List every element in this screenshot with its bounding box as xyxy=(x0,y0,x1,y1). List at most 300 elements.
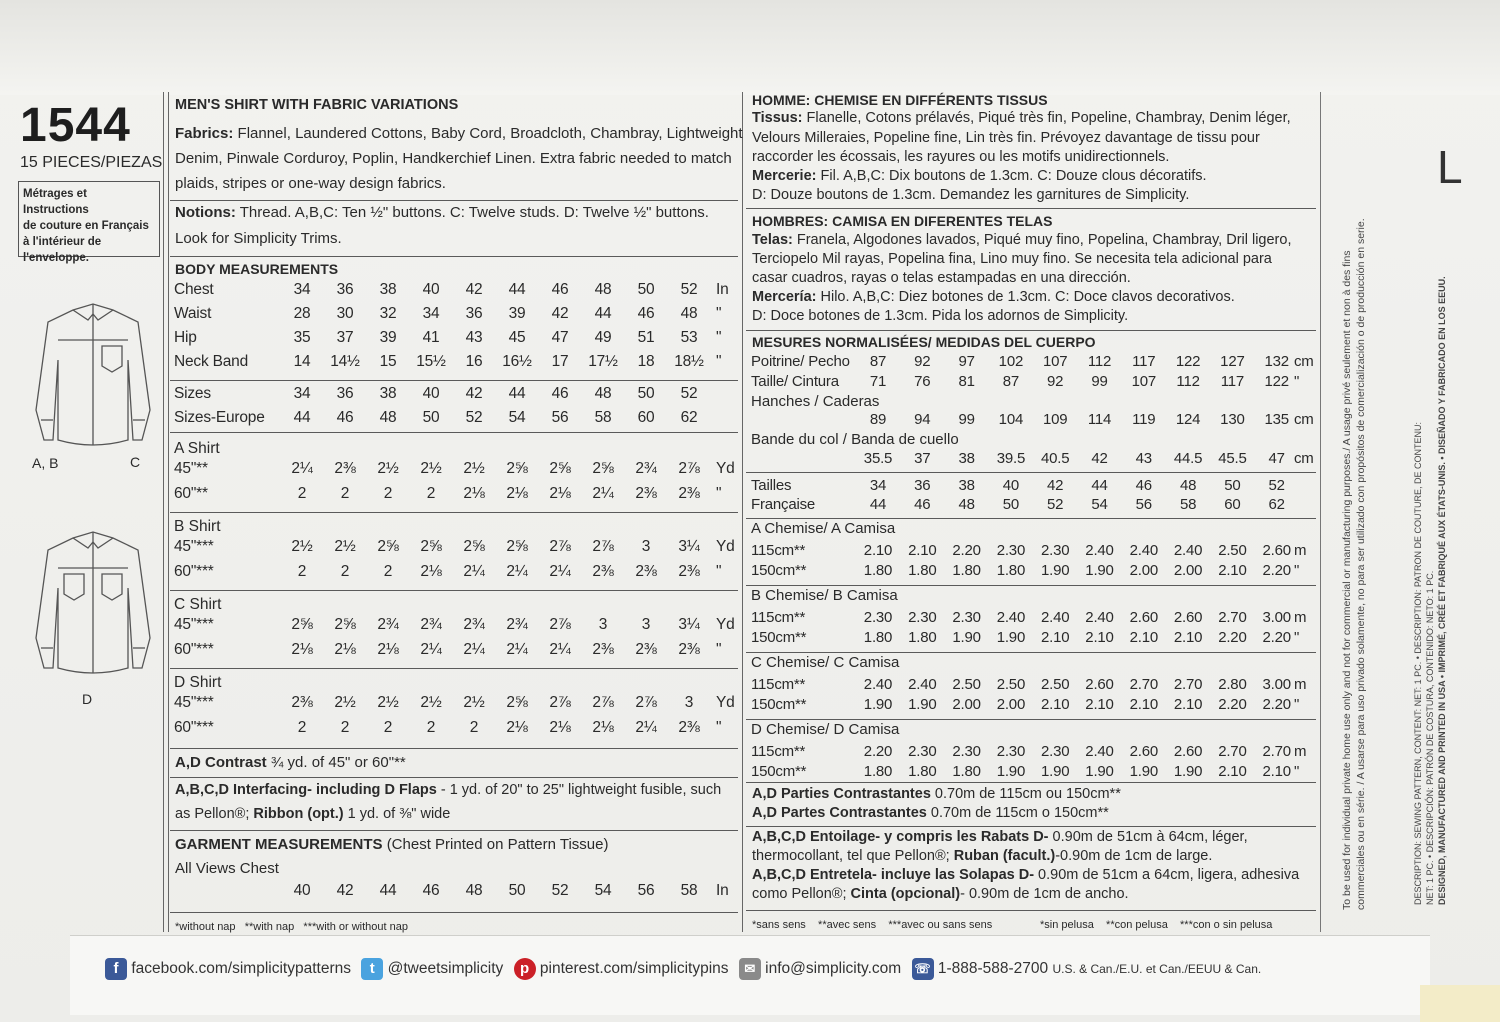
row-value: 48 xyxy=(1179,477,1197,494)
row-value: 39 xyxy=(508,305,526,322)
row-unit: cm xyxy=(1294,411,1314,428)
row-value: 2¾ xyxy=(635,460,657,477)
telas-line-2: Terciopelo Mil rayas, Popelina fina, Lino muy fino. Se necesita tela adicional para xyxy=(752,251,1272,267)
divider xyxy=(746,910,1316,911)
row-value: 2.70 xyxy=(1218,609,1247,626)
footnote-english: *without nap **with nap ***with or without nap xyxy=(175,921,408,933)
row-value: 3 xyxy=(641,616,651,633)
entretela-text: 0.90m de 51cm a 64cm, ligera, adhesiva xyxy=(1034,867,1300,883)
row-value: 2.10 xyxy=(1129,629,1158,646)
row-value: 35 xyxy=(293,329,311,346)
pieces-count: 15 PIECES/PIEZAS xyxy=(20,154,163,171)
divider xyxy=(746,208,1316,209)
row-value: 2.40 xyxy=(996,609,1026,626)
row-value: 2.40 xyxy=(908,676,937,693)
row-value: 40 xyxy=(422,281,440,298)
row-unit: m xyxy=(1294,542,1307,559)
notions-line-1 xyxy=(175,204,709,221)
view-title: C Chemise/ C Camisa xyxy=(751,654,900,671)
row-value: 132 xyxy=(1264,353,1289,370)
row-value: 2½ xyxy=(463,460,485,477)
row-label: 60"** xyxy=(174,485,208,502)
row-value: 56 xyxy=(551,409,569,426)
row-value: 2.10 xyxy=(1129,696,1158,713)
row-unit: " xyxy=(716,329,722,346)
row-value: 2.40 xyxy=(1173,542,1203,559)
row-value: 54 xyxy=(508,409,526,426)
row-value: 2 xyxy=(426,485,436,502)
row-value: 1.80 xyxy=(863,562,893,579)
divider xyxy=(163,92,164,932)
row-value: 99 xyxy=(1091,373,1108,390)
row-value: 2.40 xyxy=(863,676,893,693)
row-value: 2 xyxy=(469,719,479,736)
row-value: 46 xyxy=(1135,477,1152,494)
row-value: 92 xyxy=(1047,373,1064,390)
divider xyxy=(742,92,743,932)
parties-text-es: 0.70m de 115cm o 150cm** xyxy=(926,805,1109,821)
notions-text: Thread. A,B,C: Ten ½" buttons. C: Twelve studs. D: Twelve ½" buttons. xyxy=(239,204,709,221)
row-value: 2.20 xyxy=(1218,696,1247,713)
row-value: 18½ xyxy=(674,353,704,370)
row-value: 117 xyxy=(1132,353,1156,370)
row-label: 115cm** xyxy=(751,743,806,760)
row-value: 38 xyxy=(379,385,397,402)
row-value: 1.90 xyxy=(1040,763,1070,780)
row-label: 150cm** xyxy=(751,763,807,780)
row-value: 48 xyxy=(594,281,612,298)
parties-text-fr: 0.70m de 115cm ou 150cm** xyxy=(930,786,1121,802)
row-value: 2.60 xyxy=(1085,676,1114,693)
row-value: 42 xyxy=(1091,450,1108,467)
row-value: 52 xyxy=(465,409,483,426)
row-value: 3.00 xyxy=(1262,676,1291,693)
twitter-link[interactable]: @tweetsimplicity xyxy=(387,960,504,978)
row-value: 2⅝ xyxy=(463,538,485,555)
body-measurements-heading: BODY MEASUREMENTS xyxy=(175,261,339,277)
facebook-link[interactable]: facebook.com/simplicitypatterns xyxy=(131,960,351,978)
row-unit: cm xyxy=(1294,353,1314,370)
row-value: 39 xyxy=(379,329,397,346)
row-value: 2⅝ xyxy=(549,460,571,477)
pinterest-link[interactable]: pinterest.com/simplicitypins xyxy=(539,960,729,978)
row-value: 28 xyxy=(293,305,311,322)
row-value: 37 xyxy=(336,329,354,346)
row-unit: " xyxy=(1294,373,1300,390)
phone-region: U.S. & Can./E.U. et Can./EEUU & Can. xyxy=(1052,962,1262,977)
row-value: 46 xyxy=(422,882,440,899)
row-value: 58 xyxy=(594,409,612,426)
divider xyxy=(170,668,738,669)
row-value: 2⅜ xyxy=(334,460,356,477)
entoilage-text: 0.90m de 51cm à 64cm, léger, xyxy=(1048,829,1248,845)
row-value: 52 xyxy=(551,882,569,899)
row-value: 2 xyxy=(340,485,350,502)
row-value: 2½ xyxy=(334,538,356,555)
row-value: 2.00 xyxy=(1173,562,1203,579)
row-unit: m xyxy=(1294,743,1307,760)
row-value: 2.50 xyxy=(1218,542,1247,559)
mesures-heading: MESURES NORMALISÉES/ MEDIDAS DEL CUERPO xyxy=(752,334,1096,350)
french-instructions-box xyxy=(18,181,160,264)
entretela-line-2 xyxy=(752,886,1129,902)
facebook-icon: f xyxy=(105,958,127,980)
row-unit: " xyxy=(716,719,722,736)
row-unit: " xyxy=(716,305,722,322)
row-value: 112 xyxy=(1087,353,1112,370)
ribbon-label: Ribbon (opt.) xyxy=(253,806,344,822)
row-value: 2.60 xyxy=(1173,743,1203,760)
fabrics-line-3: plaids, stripes or one-way design fabrics. xyxy=(175,175,446,192)
row-value: 62 xyxy=(680,409,698,426)
row-value: 2.00 xyxy=(1129,562,1158,579)
fabrics-label: Fabrics: xyxy=(175,125,234,142)
row-value: 122 xyxy=(1264,373,1289,390)
view-title: B Shirt xyxy=(174,518,221,535)
row-value: 42 xyxy=(465,385,483,402)
row-value: 2⅞ xyxy=(549,694,571,711)
row-value: 2 xyxy=(340,719,350,736)
row-value: 2.70 xyxy=(1218,743,1247,760)
row-value: 127 xyxy=(1220,353,1245,370)
row-value: 1.90 xyxy=(1040,562,1070,579)
row-label: 45"*** xyxy=(174,538,214,555)
row-value: 40 xyxy=(1002,477,1020,494)
row-value: 2¾ xyxy=(463,616,485,633)
row-value: 2.20 xyxy=(1262,696,1291,713)
row-value: 2.30 xyxy=(908,743,937,760)
row-value: 32 xyxy=(379,305,397,322)
ruban-label: Ruban (facult.) xyxy=(953,848,1056,864)
row-value: 2.10 xyxy=(1085,629,1114,646)
garment-subtitle: (Chest Printed on Pattern Tissue) xyxy=(386,836,609,853)
row-value: 60 xyxy=(1224,496,1241,513)
row-unit: " xyxy=(716,485,722,502)
row-value: 87 xyxy=(869,353,887,370)
contrast-line xyxy=(175,754,406,771)
row-value: 2⅞ xyxy=(678,460,700,477)
divider xyxy=(170,256,738,257)
mercerie-label: Mercerie: xyxy=(752,168,817,184)
row-value: 42 xyxy=(336,882,354,899)
french-note-line: à l'intérieur de xyxy=(23,236,102,248)
row-value: 2⅛ xyxy=(334,641,356,658)
row-value: 2.60 xyxy=(1129,743,1158,760)
side-description-text xyxy=(1412,276,1448,905)
view-label-d: D xyxy=(82,691,93,707)
row-value: 87 xyxy=(1002,373,1020,390)
row-value: 2⅜ xyxy=(678,719,700,736)
row-value: 2 xyxy=(383,485,393,502)
row-value: 2.60 xyxy=(1262,542,1291,559)
notions-label: Notions: xyxy=(175,204,236,221)
row-unit: Yd xyxy=(716,460,735,477)
title-english: MEN'S SHIRT WITH FABRIC VARIATIONS xyxy=(175,97,459,113)
email-link[interactable]: info@simplicity.com xyxy=(765,960,902,978)
divider xyxy=(170,380,738,381)
entoilage-pellon: thermocollant, tel que Pellon®; xyxy=(752,848,950,864)
cinta-text: - 0.90m de 1cm de ancho. xyxy=(960,886,1129,902)
description-line: DESIGNED, MANUFACTURED AND PRINTED IN USA • IMPRIMÉ, CRÉÉ ET FABRIQUÉ AUX ÉTATS-UNIS. • DISEÑADO Y FABRICADO EN LOS EEUU. xyxy=(1437,276,1447,905)
row-value: 43 xyxy=(465,329,483,346)
row-value: 2¼ xyxy=(635,719,657,736)
view-title: C Shirt xyxy=(174,596,222,613)
divider xyxy=(170,590,738,591)
row-value: 41 xyxy=(422,329,440,346)
title-french: HOMME: CHEMISE EN DIFFÉRENTS TISSUS xyxy=(752,92,1048,108)
pinterest-icon: p xyxy=(514,958,536,980)
row-value: 1.80 xyxy=(863,629,893,646)
row-value: 2.70 xyxy=(1262,743,1291,760)
fabrics-line-1 xyxy=(175,125,743,142)
row-unit: Yd xyxy=(716,538,735,555)
row-value: 30 xyxy=(336,305,354,322)
row-value: 51 xyxy=(637,329,655,346)
row-value: 2⅜ xyxy=(592,563,614,580)
row-value: 2⅞ xyxy=(592,538,614,555)
entoilage-label: A,B,C,D Entoilage- y compris les Rabats D- xyxy=(752,829,1049,845)
row-value: 1.90 xyxy=(996,763,1026,780)
row-value: 2.00 xyxy=(952,696,981,713)
telas-line-1 xyxy=(752,232,1291,248)
description-line: NET: 1 PC. • DESCRIPCIÓN: PATRÓN DE COSTURA, CONTENIDO: NETO: 1 PC. xyxy=(1425,570,1435,905)
row-value: 2.50 xyxy=(1040,676,1070,693)
row-value: 38 xyxy=(958,477,975,494)
row-value: 2.10 xyxy=(908,542,937,559)
row-value: 2¼ xyxy=(592,485,614,502)
row-value: 107 xyxy=(1131,373,1157,390)
row-value: 46 xyxy=(551,281,569,298)
row-unit: m xyxy=(1294,609,1307,626)
row-value: 15½ xyxy=(416,353,446,370)
row-value: 2.30 xyxy=(1040,743,1070,760)
row-value: 2.10 xyxy=(1085,696,1114,713)
row-value: 44 xyxy=(1091,477,1108,494)
row-value: 2¼ xyxy=(463,641,485,658)
row-value: 48 xyxy=(958,496,975,513)
row-value: 2.10 xyxy=(863,542,893,559)
row-value: 46 xyxy=(637,305,655,322)
row-value: 2½ xyxy=(334,694,356,711)
row-value: 2.20 xyxy=(952,542,981,559)
row-value: 2⅜ xyxy=(635,485,657,502)
row-value: 2⅜ xyxy=(635,641,657,658)
row-label: 45"*** xyxy=(174,616,214,633)
footnote-spanish: *sin pelusa **con pelusa ***con o sin pelusa xyxy=(1040,919,1273,931)
ribbon-text: 1 yd. of ⅜" wide xyxy=(343,806,451,822)
row-value: 2½ xyxy=(377,460,399,477)
mesure-label: Bande du col / Banda de cuello xyxy=(751,431,959,448)
row-value: 40 xyxy=(293,882,311,899)
row-value: 2.10 xyxy=(1040,629,1070,646)
row-label: 115cm** xyxy=(751,609,806,626)
row-label: 150cm** xyxy=(751,696,807,713)
row-label: Sizes-Europe xyxy=(174,409,265,426)
row-value: 2½ xyxy=(377,694,399,711)
interfacing-line-1 xyxy=(175,782,721,798)
row-value: 2¾ xyxy=(506,616,528,633)
divider xyxy=(746,585,1316,586)
row-label: Française xyxy=(751,496,816,513)
view-label-ab: A, B xyxy=(32,455,59,471)
row-value: 2¼ xyxy=(291,460,313,477)
tissus-line-2: Velours Milleraies, Popeline fine, Lin très fin. Prévoyez davantage de tissu pour xyxy=(752,130,1260,146)
row-value: 3 xyxy=(684,694,694,711)
row-value: 38 xyxy=(958,450,975,467)
row-value: 2⅞ xyxy=(549,538,571,555)
description-line: DESCRIPTION: SEWING PATTERN, CONTENT: NET: 1 PC. • DESCRIPTION: PATRON DE COUTURE, DE CONTENU: xyxy=(1413,421,1423,905)
row-value: 124 xyxy=(1175,411,1201,428)
row-value: 71 xyxy=(869,373,887,390)
row-value: 2.10 xyxy=(1173,629,1203,646)
row-value: 2⅜ xyxy=(291,694,313,711)
row-value: 54 xyxy=(594,882,612,899)
view-title: D Chemise/ D Camisa xyxy=(751,721,900,738)
title-spanish: HOMBRES: CAMISA EN DIFERENTES TELAS xyxy=(752,213,1053,229)
row-value: 36 xyxy=(336,385,354,402)
row-value: 2.00 xyxy=(996,696,1026,713)
row-value: 54 xyxy=(1091,496,1108,513)
row-value: 2½ xyxy=(420,694,442,711)
tissus-line-3: raccorder les écossais, les rayures ou les motifs unidirectionnels. xyxy=(752,149,1170,165)
row-value: 1.80 xyxy=(908,562,937,579)
row-value: 48 xyxy=(680,305,698,322)
row-value: 16 xyxy=(465,353,483,370)
legal-line: To be used for individual private home use only and not for commercial or manufacturing purposes./ A usage privé seulement et non à des fins xyxy=(1341,250,1353,910)
row-value: 47 xyxy=(1268,450,1285,467)
merceria-text: Hilo. A,B,C: Diez botones de 1.3cm. C: Doce clavos decorativos. xyxy=(820,289,1235,305)
row-label: 60"*** xyxy=(174,719,214,736)
row-value: 48 xyxy=(594,385,612,402)
divider xyxy=(170,200,738,201)
row-value: 3 xyxy=(641,538,651,555)
row-value: 35.5 xyxy=(863,450,893,467)
row-value: 2⅛ xyxy=(463,485,485,502)
row-value: 2¼ xyxy=(549,563,571,580)
row-value: 2 xyxy=(426,719,436,736)
row-value: 16½ xyxy=(502,353,532,370)
row-unit: cm xyxy=(1294,450,1314,467)
row-value: 44.5 xyxy=(1173,450,1203,467)
row-unit: " xyxy=(1294,629,1300,646)
row-value: 50 xyxy=(1224,477,1241,494)
row-value: 112 xyxy=(1176,373,1200,390)
row-value: 34 xyxy=(293,385,311,402)
row-value: 1.80 xyxy=(952,763,981,780)
row-value: 2⅞ xyxy=(592,694,614,711)
row-value: 2⅛ xyxy=(420,563,442,580)
mercerie-text: Fil. A,B,C: Dix boutons de 1.3cm. C: Douze clous décoratifs. xyxy=(820,168,1207,184)
row-value: 47 xyxy=(551,329,569,346)
row-value: 130 xyxy=(1220,411,1245,428)
divider xyxy=(746,472,1316,473)
row-value: 2¾ xyxy=(420,616,442,633)
row-value: 40 xyxy=(422,385,440,402)
row-value: 34 xyxy=(869,477,887,494)
row-value: 2⅝ xyxy=(592,460,614,477)
row-value: 48 xyxy=(379,409,397,426)
row-value: 49 xyxy=(594,329,612,346)
row-value: 1.80 xyxy=(952,562,981,579)
row-value: 2⅛ xyxy=(549,719,571,736)
row-value: 1.90 xyxy=(1129,763,1158,780)
row-value: 119 xyxy=(1132,411,1156,428)
row-value: 50 xyxy=(508,882,526,899)
row-value: 2⅜ xyxy=(635,563,657,580)
entretela-line-1 xyxy=(752,867,1299,883)
divider xyxy=(746,330,1316,331)
row-value: 2.30 xyxy=(908,609,937,626)
row-value: 2¼ xyxy=(506,641,528,658)
row-value: 2⅜ xyxy=(678,563,700,580)
row-value: 2⅜ xyxy=(592,641,614,658)
french-note-line: Métrages et Instructions xyxy=(23,188,89,216)
row-value: 109 xyxy=(1042,411,1068,428)
row-value: 107 xyxy=(1042,353,1068,370)
view-title: B Chemise/ B Camisa xyxy=(751,587,898,604)
row-label: Poitrine/ Pecho xyxy=(751,353,850,370)
view-title: D Shirt xyxy=(174,674,222,691)
row-value: 122 xyxy=(1175,353,1201,370)
row-value: 2.70 xyxy=(1173,676,1203,693)
row-unit: " xyxy=(716,563,722,580)
mercerie-line-1 xyxy=(752,168,1207,184)
row-value: 114 xyxy=(1087,411,1112,428)
row-value: 2 xyxy=(383,719,393,736)
row-value: 18 xyxy=(637,353,655,370)
row-value: 2¾ xyxy=(377,616,399,633)
row-value: 2¼ xyxy=(463,563,485,580)
row-value: 2.10 xyxy=(1040,696,1070,713)
row-value: 1.90 xyxy=(1085,562,1114,579)
shirt-illustration-back xyxy=(28,528,158,678)
row-value: 50 xyxy=(1002,496,1020,513)
row-value: 44 xyxy=(594,305,612,322)
row-value: 60 xyxy=(637,409,655,426)
row-value: 44 xyxy=(508,385,526,402)
row-value: 117 xyxy=(1220,373,1245,390)
notions-line-2: Look for Simplicity Trims. xyxy=(175,230,342,247)
row-value: 135 xyxy=(1264,411,1289,428)
row-value: 14 xyxy=(293,353,311,370)
row-value: 92 xyxy=(914,353,931,370)
parties-line-1 xyxy=(752,786,1121,802)
row-value: 46 xyxy=(551,385,569,402)
row-value: 2.20 xyxy=(863,743,893,760)
row-value: 44 xyxy=(293,409,311,426)
row-value: 2.20 xyxy=(1262,629,1291,646)
row-value: 52 xyxy=(1268,477,1285,494)
row-label: Chest xyxy=(174,281,214,298)
row-value: 34 xyxy=(293,281,311,298)
divider xyxy=(746,652,1316,653)
row-unit: In xyxy=(716,281,729,298)
entretela-label: A,B,C,D Entretela- incluye las Solapas D- xyxy=(752,867,1035,883)
row-label: 60"*** xyxy=(174,563,214,580)
fabrics-text: Flannel, Laundered Cottons, Baby Cord, Broadcloth, Chambray, Lightweight xyxy=(237,125,743,142)
row-value: 17½ xyxy=(588,353,618,370)
fabrics-line-2: Denim, Pinwale Corduroy, Poplin, Handkerchief Linen. Extra fabric needed to match xyxy=(175,150,732,167)
divider xyxy=(168,92,169,932)
row-value: 99 xyxy=(958,411,975,428)
row-label: 45"*** xyxy=(174,694,214,711)
shirt-illustration-front xyxy=(28,300,158,450)
row-value: 2⅛ xyxy=(291,641,313,658)
row-value: 2.10 xyxy=(1173,696,1203,713)
garment-title: GARMENT MEASUREMENTS xyxy=(175,836,383,853)
row-value: 102 xyxy=(998,353,1024,370)
divider xyxy=(170,777,738,778)
